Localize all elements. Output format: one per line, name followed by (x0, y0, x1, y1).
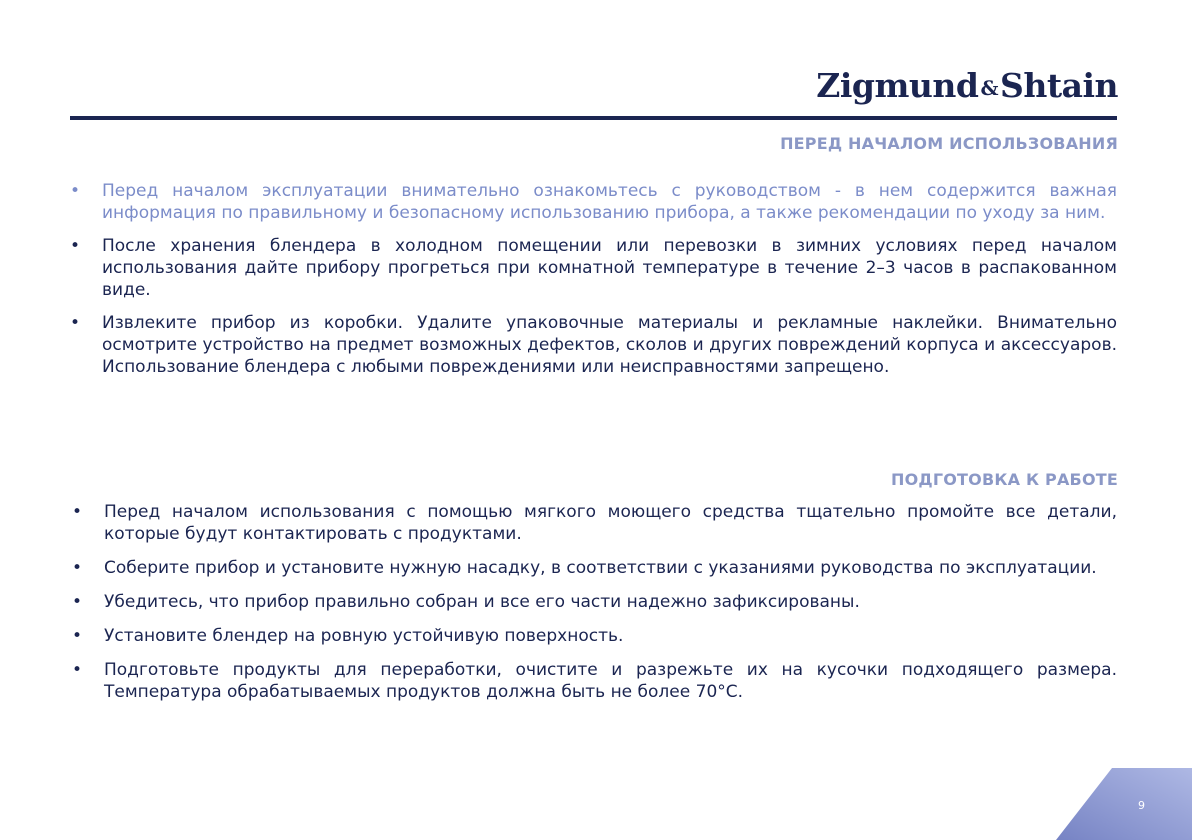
bullet-icon: • (70, 313, 81, 333)
list-item (72, 591, 1117, 613)
list-item-text: Перед началом эксплуатации внимательно ознакомьтесь с руководством - в нем содержится важная информация по правильному и безопасному использованию прибора, а также рекомендации по уходу за ним. (102, 181, 1117, 223)
list-item (72, 501, 1117, 545)
bullet-icon: • (70, 236, 81, 256)
brand-ampersand: & (980, 76, 999, 100)
header-divider (70, 116, 1117, 120)
brand-logo (816, 66, 1118, 105)
preparation-list (72, 501, 1117, 715)
list-item (70, 235, 1117, 301)
section-title-before-use: ПЕРЕД НАЧАЛОМ ИСПОЛЬЗОВАНИЯ (780, 134, 1118, 153)
bullet-icon: • (72, 660, 83, 680)
page-number: 9 (1138, 799, 1145, 812)
list-item (72, 625, 1117, 647)
list-item (70, 312, 1117, 378)
bullet-icon: • (72, 626, 83, 646)
list-item-text: Перед началом использования с помощью мягкого моющего средства тщательно промойте все детали, которые будут контактировать с продуктами. (104, 502, 1117, 544)
bullet-icon: • (72, 592, 83, 612)
section-title-preparation: ПОДГОТОВКА К РАБОТЕ (891, 470, 1118, 489)
before-use-list (70, 180, 1117, 389)
list-item-text: Убедитесь, что прибор правильно собран и все его части надежно зафиксированы. (104, 592, 860, 612)
brand-name-right: Shtain (1000, 66, 1118, 105)
list-item-text: Извлеките прибор из коробки. Удалите упаковочные материалы и рекламные наклейки. Внимательно осмотрите устройство на предмет возможных дефектов, сколов и других повреждений корпуса и аксессуаров. Использование блендера с любыми повреждениями или неисправностями запрещено. (102, 313, 1117, 377)
list-item (72, 659, 1117, 703)
list-item (72, 557, 1117, 579)
list-item-text: Подготовьте продукты для переработки, очистите и разрежьте их на кусочки подходящего размера. Температура обрабатываемых продуктов должна быть не более 70°С. (104, 660, 1117, 702)
list-item (70, 180, 1117, 224)
bullet-icon: • (72, 558, 83, 578)
page-corner-decoration (1056, 768, 1192, 840)
bullet-icon: • (72, 502, 83, 522)
corner-shape (1056, 768, 1192, 840)
list-item-text: Соберите прибор и установите нужную насадку, в соответствии с указаниями руководства по эксплуатации. (104, 558, 1097, 578)
list-item-text: После хранения блендера в холодном помещении или перевозки в зимних условиях перед началом использования дайте прибору прогреться при комнатной температуре в течение 2–3 часов в распакованном виде. (102, 236, 1117, 300)
bullet-icon: • (70, 181, 81, 201)
list-item-text: Установите блендер на ровную устойчивую поверхность. (104, 626, 624, 646)
brand-name-left: Zigmund (816, 66, 979, 105)
